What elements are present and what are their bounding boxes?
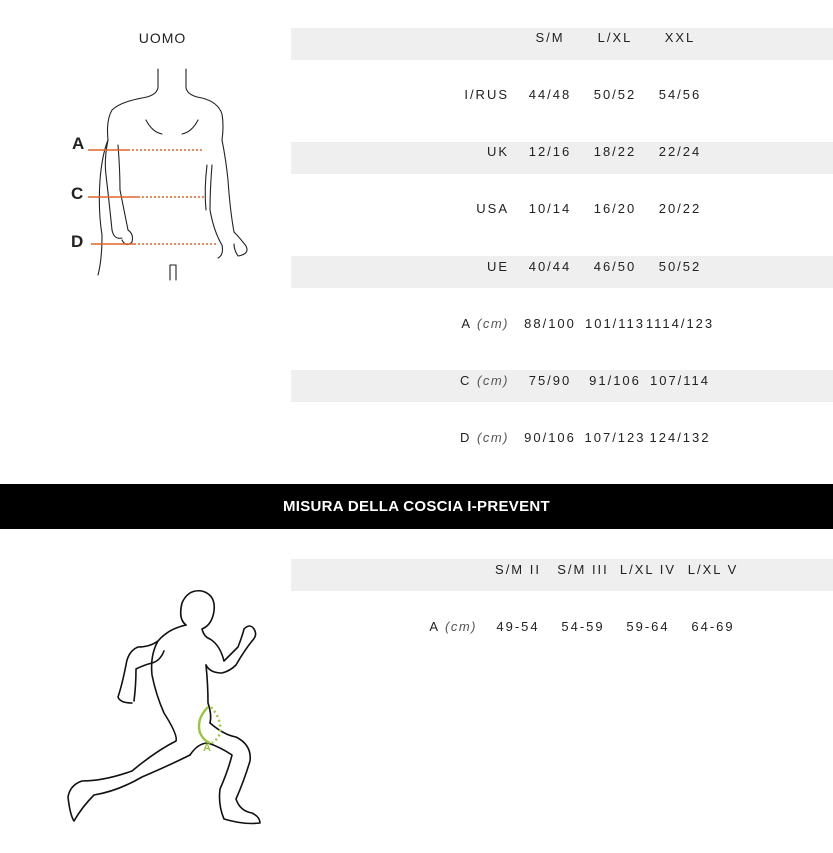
table-cell: 1114/123 <box>645 316 715 331</box>
row-label: A (cm) <box>461 316 509 331</box>
table-cell: 124/132 <box>649 430 711 445</box>
table-cell: 50/52 <box>593 87 637 102</box>
table-row <box>291 422 833 454</box>
table-cell: 90/106 <box>524 430 576 445</box>
table-cell: 12/16 <box>528 144 572 159</box>
table-cell: 54-59 <box>561 619 605 634</box>
table-cell: 49-54 <box>496 619 540 634</box>
table-cell: 20/22 <box>658 201 702 216</box>
table-cell: 50/52 <box>658 259 702 274</box>
row-label: USA <box>476 201 509 216</box>
body-measurement-figure <box>62 60 262 285</box>
table-cell: 10/14 <box>528 201 572 216</box>
table-cell: 107/123 <box>584 430 646 445</box>
table-row <box>291 308 833 340</box>
table-cell: 40/44 <box>528 259 572 274</box>
label-d: D <box>71 232 84 251</box>
table-cell: 91/106 <box>589 373 641 388</box>
figure-title: UOMO <box>138 30 187 46</box>
header-cell: L/XL V <box>687 562 739 577</box>
table-cell: 22/24 <box>658 144 702 159</box>
row-label: D (cm) <box>459 430 509 445</box>
header-cell: S/M III <box>557 562 609 577</box>
header-cell: S/M II <box>495 562 541 577</box>
table-row <box>291 193 833 225</box>
table-header-row <box>291 22 833 54</box>
table-row <box>291 79 833 111</box>
table-header-row <box>291 554 833 586</box>
runner-thigh-figure <box>60 585 270 830</box>
header-cell: XXL <box>664 30 696 45</box>
table-cell: 101/113 <box>584 316 646 331</box>
header-cell: L/XL IV <box>619 562 677 577</box>
thigh-label: A <box>203 742 211 754</box>
row-label: C (cm) <box>459 373 509 388</box>
table-row <box>291 251 833 283</box>
header-cell: S/M <box>535 30 565 45</box>
row-label: UK <box>486 144 509 159</box>
table-cell: 54/56 <box>658 87 702 102</box>
label-c: C <box>71 184 84 203</box>
table-cell: 75/90 <box>528 373 572 388</box>
table-cell: 59-64 <box>626 619 670 634</box>
measurement-lines <box>88 150 216 244</box>
table-row <box>291 136 833 168</box>
table-cell: 18/22 <box>593 144 637 159</box>
table-cell: 107/114 <box>649 373 711 388</box>
section-banner: MISURA DELLA COSCIA I-PREVENT <box>0 484 833 529</box>
table-cell: 64-69 <box>691 619 735 634</box>
label-a: A <box>72 134 85 153</box>
table-cell: 46/50 <box>593 259 637 274</box>
row-label: UE <box>486 259 509 274</box>
header-cell: L/XL <box>597 30 633 45</box>
table-row <box>291 365 833 397</box>
table-row <box>291 611 833 643</box>
table-cell: 44/48 <box>528 87 572 102</box>
table-cell: 88/100 <box>524 316 576 331</box>
row-label: I/RUS <box>464 87 509 102</box>
row-label: A (cm) <box>429 619 477 634</box>
table-cell: 16/20 <box>593 201 637 216</box>
